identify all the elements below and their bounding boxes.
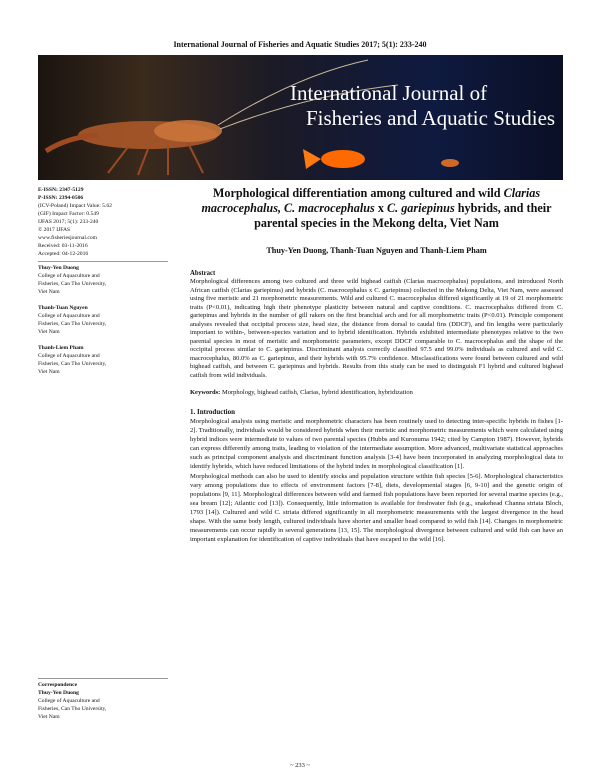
title-part: hybrids, and their parental species in the Mekong delta, Viet Nam [254,201,552,230]
article-main [190,186,563,544]
ijfas-issue: IJFAS 2017; 5(1): 233-240 [38,219,99,225]
author-name: Thanh-Liem Pham [38,345,84,351]
author-name: Thanh-Tuan Nguyen [38,305,88,311]
impact-factor: (GIF) Impact Factor: 0.549 [38,211,99,217]
correspondence-affiliation: Fisheries, Can Tho University, [38,706,107,712]
author-affiliation: Viet Nam [38,289,60,295]
paragraph: Morphological analysis using meristic and morphometric characters has been routinely used to detecting inter-specific hybrids in fishes [1-2]. Traditionally, individuals would be considered hybrids when their meristic and morphometric measurements which were calculated using hybrid indices were intermediate to values of two parental species (Hubbs and Kuronuma 1942; cited by Campton 1987). However, hybrids can express differently among traits, leading to violation of the intermediate assumption. More advanced, multivariate statistical approaches such as principal component analysis and discriminant function analysis [3-4] have been incorporated in analyzing morphological data to identify hybrids, which have reduced limitations of the hybrid index in morphological classification [1]. [190,417,563,470]
author-affiliation: Fisheries, Can Tho University, [38,321,107,327]
banner-title-line2: Fisheries and Aquatic Studies [306,106,556,130]
correspondence-affiliation: College of Aquaculture and [38,698,100,704]
author-name: Thuy-Yen Duong [38,265,79,271]
page-number: ~ 233 ~ [289,762,311,769]
author-affiliation: Fisheries, Can Tho University, [38,361,107,367]
divider [38,261,168,262]
author-block [38,304,178,336]
correspondence-name: Thuy-Yen Duong [38,690,79,696]
pissn: P-ISSN: 2394-0506 [38,195,84,201]
author-affiliation: Viet Nam [38,369,60,375]
section-heading: 1. Introduction [190,407,235,416]
title-species: C. gariepinus [386,201,455,215]
keywords-text: Morphology, bighead catfish, Clarias, hybrid identification, hybridization [220,388,413,396]
author-block [38,264,178,296]
website-link[interactable]: www.fisheriesjournal.com [38,235,97,241]
author-affiliation: College of Aquaculture and [38,273,100,279]
title-part: Morphological differentiation among cultured and wild [212,186,501,200]
correspondence-affiliation: Viet Nam [38,714,60,720]
journal-banner [38,55,563,180]
author-affiliation: College of Aquaculture and [38,353,100,359]
banner-title-line1: International Journal of [290,81,488,105]
author-affiliation: College of Aquaculture and [38,313,100,319]
sidebar [38,186,178,376]
abstract-text: Morphological differences among two cultured and three wild bighead catfish (Clarias macrocephalus) populations, and introduced North African catfish (Clarias gariepinus) and hybrids (C. macrocephalus x C. gariepinus) collected in the Mekong Delta, Viet Nam, were assessed using five meristic and 21 morphometric measurements. Wild and cultured C. macrocephalus differed significantly at 19 of 21 morphometric traits (P<0.01), indicating high their phenotype plasticity between natural and captive conditions. C. macrocephalus differed from C. gariepinus and hybrids in the number of gill rakers on the first branchial arch and for all morphometric traits (P<0.01). Principle component analyses revealed that occipital process size, head size, the distance from dorsal to caudal fins (DDCF), and fin lengths were particularly important to within-, between-species variation and to hybrid identification. Hybrids exhibited intermediate phenotypes relative to the two parental species in most of meristic and morphometric parameters, except DDCF comparable to C. macrocephalus and the shape of the occipital process similar to C. gariepinus. Discriminant analysis correctly classified 97.5 and 99.0% individuals as cultured and wild C. macrocephalus, 80.0% as C. gariepinus, and their hybrids with 95.7% confidence. Misclassifications were found between cultured and wild bighead catfish, and between C. gariepinus and hybrids. Results from this study can be used to distinguish F1 hybrid and cultured bighead catfish from wild individuals. [190,278,563,380]
correspondence-heading: Correspondence [38,678,168,689]
author-block [38,344,178,376]
correspondence-block [38,678,168,721]
title-cross: x [374,201,387,215]
keywords [190,389,563,396]
banner-title [290,81,555,131]
title-species: Clarias macrocephalus, C. macrocephalus [201,186,541,215]
eissn: E-ISSN: 2347-5129 [38,187,84,193]
impact-value: (ICV-Poland) Impact Value: 5.62 [38,203,112,209]
article-title [190,186,563,231]
author-affiliation: Fisheries, Can Tho University, [38,281,107,287]
paragraph: Morphological methods can also be used to identify stocks and population structure within fish species [5-6]. Morphological characteristics vary among populations due to effects of environment factors [7-8], diets, developmental stages [6, 9-10] and the genetic origin of populations [9, 11]. Morphological differences between wild and farmed fish populations have been reported for several marine species (e.g., sea bream [12]; Atlantic cod [13]). Consequently, little information is available for freshwater fish (e.g., snakehead Channa striata Bloch, 1793 [14]). Cultured and wild C. striata differed significantly in all morphometric measurements with the largest divergence in the head shape. With the same body length, cultured individuals have shorter and smaller head compared to wild fish [14]. Changes in morphometric measurements can occur rapidly in several generations [13, 15]. The morphological divergence between cultured and wild fish can have an important explanation for identification of captive individuals that have escaped to the wild [16]. [190,472,563,543]
article-authors: Thuy-Yen Duong, Thanh-Tuan Nguyen and Thanh-Liem Pham [266,246,487,255]
journal-header: International Journal of Fisheries and Aquatic Studies 2017; 5(1): 233-240 [173,40,427,49]
received-date: Received: 03-11-2016 [38,243,88,249]
abstract-heading: Abstract [190,270,216,277]
keywords-label: Keywords: [190,388,221,396]
accepted-date: Accepted: 04-12-2016 [38,251,89,257]
copyright: © 2017 IJFAS [38,227,71,233]
author-affiliation: Viet Nam [38,329,60,335]
